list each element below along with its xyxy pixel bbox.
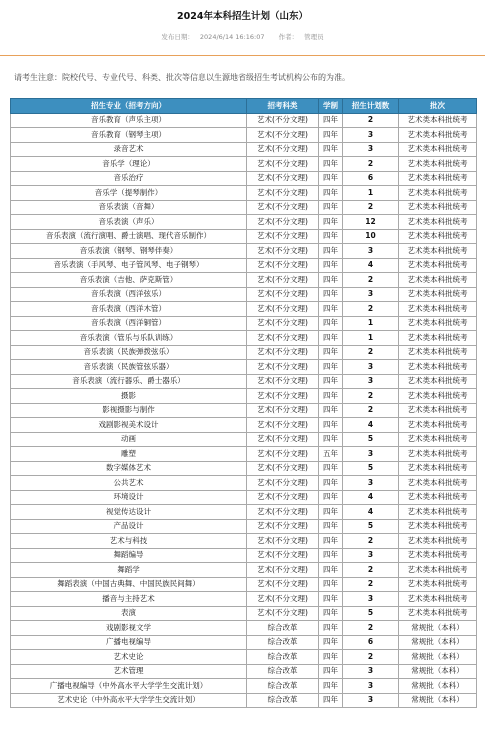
cell-major: 音乐表演（流行演唱、爵士演唱、现代音乐制作） [11,229,247,244]
table-row [11,389,477,404]
cell-batch: 艺术类本科批统考 [399,461,477,476]
table-row [11,244,477,259]
cell-category: 艺术(不分文理) [247,171,319,186]
cell-duration: 四年 [319,345,343,360]
cell-major: 音乐表演（手风琴、电子管风琴、电子钢琴） [11,258,247,273]
cell-quota: 3 [343,679,399,694]
cell-category: 艺术(不分文理) [247,345,319,360]
cell-duration: 四年 [319,229,343,244]
cell-batch: 艺术类本科批统考 [399,128,477,143]
cell-duration: 四年 [319,621,343,636]
cell-batch: 艺术类本科批统考 [399,316,477,331]
header-category: 招考科类 [247,99,319,114]
cell-category: 艺术(不分文理) [247,432,319,447]
cell-category: 综合改革 [247,650,319,665]
table-row [11,142,477,157]
cell-duration: 四年 [319,519,343,534]
table-body [11,113,477,708]
cell-batch: 艺术类本科批统考 [399,186,477,201]
cell-batch: 艺术类本科批统考 [399,229,477,244]
cell-category: 综合改革 [247,635,319,650]
table-row [11,113,477,128]
cell-duration: 四年 [319,476,343,491]
cell-duration: 四年 [319,606,343,621]
table-row [11,374,477,389]
table-row [11,490,477,505]
cell-category: 艺术(不分文理) [247,505,319,520]
cell-category: 综合改革 [247,679,319,694]
table-row [11,229,477,244]
cell-duration: 四年 [319,693,343,708]
table-row [11,461,477,476]
cell-batch: 艺术类本科批统考 [399,577,477,592]
cell-batch: 常规批（本科） [399,621,477,636]
cell-duration: 四年 [319,113,343,128]
cell-quota: 3 [343,360,399,375]
cell-major: 舞蹈表演（中国古典舞、中国民族民间舞） [11,577,247,592]
cell-quota: 2 [343,403,399,418]
cell-quota: 3 [343,548,399,563]
cell-quota: 2 [343,577,399,592]
cell-category: 艺术(不分文理) [247,490,319,505]
author-label: 作者： [278,33,299,41]
cell-quota: 6 [343,635,399,650]
cell-duration: 四年 [319,360,343,375]
cell-major: 动画 [11,432,247,447]
cell-batch: 艺术类本科批统考 [399,113,477,128]
cell-batch: 艺术类本科批统考 [399,360,477,375]
notice-text: 请考生注意：院校代号、专业代号、科类、批次等信息以生源地省级招生考试机构公布的为准。 [14,73,350,82]
cell-category: 艺术(不分文理) [247,331,319,346]
cell-duration: 四年 [319,490,343,505]
cell-category: 艺术(不分文理) [247,389,319,404]
cell-batch: 艺术类本科批统考 [399,389,477,404]
cell-category: 艺术(不分文理) [247,157,319,172]
cell-category: 艺术(不分文理) [247,186,319,201]
cell-major: 音乐教育（声乐主项） [11,113,247,128]
cell-batch: 艺术类本科批统考 [399,345,477,360]
cell-duration: 四年 [319,200,343,215]
cell-major: 音乐表演（流行器乐、爵士器乐） [11,374,247,389]
author [276,33,327,41]
cell-major: 环境设计 [11,490,247,505]
cell-batch: 艺术类本科批统考 [399,258,477,273]
cell-major: 音乐教育（钢琴主项） [11,128,247,143]
cell-category: 艺术(不分文理) [247,142,319,157]
table-row [11,287,477,302]
author-value: 管理员 [304,33,324,41]
cell-major: 舞蹈学 [11,563,247,578]
cell-major: 广播电视编导 [11,635,247,650]
table-row [11,664,477,679]
cell-category: 艺术(不分文理) [247,476,319,491]
cell-category: 艺术(不分文理) [247,403,319,418]
cell-quota: 2 [343,621,399,636]
cell-duration: 四年 [319,563,343,578]
cell-category: 艺术(不分文理) [247,534,319,549]
cell-quota: 12 [343,215,399,230]
cell-major: 音乐表演（声乐） [11,215,247,230]
cell-quota: 3 [343,693,399,708]
cell-category: 艺术(不分文理) [247,215,319,230]
cell-batch: 艺术类本科批统考 [399,606,477,621]
table-row [11,635,477,650]
cell-batch: 常规批（本科） [399,650,477,665]
table-row [11,693,477,708]
table-row [11,447,477,462]
header-duration: 学制 [319,99,343,114]
table-row [11,592,477,607]
cell-duration: 五年 [319,447,343,462]
cell-major: 摄影 [11,389,247,404]
cell-category: 艺术(不分文理) [247,113,319,128]
cell-major: 广播电视编导（中外高水平大学学生交流计划） [11,679,247,694]
cell-major: 数字媒体艺术 [11,461,247,476]
cell-batch: 艺术类本科批统考 [399,200,477,215]
table-row [11,128,477,143]
page-title: 2024年本科招生计划（山东） [177,11,308,22]
cell-major: 音乐表演（西洋铜管） [11,316,247,331]
cell-batch: 艺术类本科批统考 [399,592,477,607]
cell-quota: 6 [343,171,399,186]
cell-category: 艺术(不分文理) [247,244,319,259]
cell-batch: 艺术类本科批统考 [399,302,477,317]
cell-quota: 2 [343,113,399,128]
cell-quota: 3 [343,476,399,491]
cell-major: 音乐表演（音舞） [11,200,247,215]
table-row [11,171,477,186]
article-meta [0,32,485,41]
cell-quota: 2 [343,563,399,578]
cell-quota: 3 [343,447,399,462]
cell-duration: 四年 [319,635,343,650]
cell-quota: 2 [343,345,399,360]
table-row [11,606,477,621]
cell-major: 音乐表演（民族管弦乐器） [11,360,247,375]
cell-category: 艺术(不分文理) [247,302,319,317]
cell-duration: 四年 [319,142,343,157]
cell-duration: 四年 [319,215,343,230]
cell-quota: 3 [343,287,399,302]
publish-date-value: 2024/6/14 16:16:07 [199,33,265,41]
cell-category: 艺术(不分文理) [247,519,319,534]
cell-quota: 4 [343,418,399,433]
table-row [11,577,477,592]
cell-quota: 2 [343,273,399,288]
table-row [11,505,477,520]
cell-category: 艺术(不分文理) [247,592,319,607]
table-row [11,345,477,360]
cell-batch: 艺术类本科批统考 [399,490,477,505]
cell-duration: 四年 [319,403,343,418]
cell-quota: 2 [343,200,399,215]
cell-batch: 艺术类本科批统考 [399,142,477,157]
cell-duration: 四年 [319,287,343,302]
cell-duration: 四年 [319,128,343,143]
cell-batch: 常规批（本科） [399,679,477,694]
cell-duration: 四年 [319,374,343,389]
cell-quota: 2 [343,302,399,317]
cell-major: 雕塑 [11,447,247,462]
cell-category: 艺术(不分文理) [247,287,319,302]
table-row [11,432,477,447]
cell-major: 戏剧影视文学 [11,621,247,636]
cell-batch: 艺术类本科批统考 [399,403,477,418]
cell-duration: 四年 [319,186,343,201]
cell-major: 音乐表演（管乐与乐队训练） [11,331,247,346]
cell-duration: 四年 [319,664,343,679]
cell-quota: 2 [343,650,399,665]
cell-duration: 四年 [319,258,343,273]
cell-major: 戏剧影视美术设计 [11,418,247,433]
cell-major: 音乐学（理论） [11,157,247,172]
cell-duration: 四年 [319,418,343,433]
cell-duration: 四年 [319,273,343,288]
publish-date-label: 发布日期： [161,33,194,41]
cell-major: 视觉传达设计 [11,505,247,520]
cell-quota: 1 [343,316,399,331]
cell-duration: 四年 [319,244,343,259]
header-divider [0,55,485,56]
cell-quota: 3 [343,244,399,259]
cell-batch: 艺术类本科批统考 [399,171,477,186]
table-row [11,200,477,215]
cell-batch: 艺术类本科批统考 [399,432,477,447]
cell-category: 艺术(不分文理) [247,229,319,244]
cell-batch: 艺术类本科批统考 [399,215,477,230]
cell-category: 艺术(不分文理) [247,563,319,578]
cell-quota: 3 [343,374,399,389]
cell-quota: 10 [343,229,399,244]
cell-batch: 常规批（本科） [399,635,477,650]
cell-category: 艺术(不分文理) [247,374,319,389]
cell-batch: 艺术类本科批统考 [399,331,477,346]
cell-major: 录音艺术 [11,142,247,157]
cell-quota: 2 [343,389,399,404]
header-major: 招生专业（招考方向） [11,99,247,114]
table-row [11,519,477,534]
cell-duration: 四年 [319,548,343,563]
table-row [11,650,477,665]
cell-major: 音乐表演（吉他、萨克斯管） [11,273,247,288]
header-quota: 招生计划数 [343,99,399,114]
cell-category: 综合改革 [247,693,319,708]
table-row [11,476,477,491]
cell-batch: 艺术类本科批统考 [399,157,477,172]
cell-batch: 艺术类本科批统考 [399,534,477,549]
cell-major: 公共艺术 [11,476,247,491]
cell-duration: 四年 [319,461,343,476]
table-row [11,186,477,201]
cell-quota: 5 [343,432,399,447]
cell-duration: 四年 [319,592,343,607]
cell-quota: 3 [343,592,399,607]
cell-major: 音乐表演（西洋木管） [11,302,247,317]
cell-category: 艺术(不分文理) [247,548,319,563]
cell-category: 艺术(不分文理) [247,606,319,621]
cell-duration: 四年 [319,577,343,592]
cell-category: 艺术(不分文理) [247,258,319,273]
cell-major: 艺术史论（中外高水平大学学生交流计划） [11,693,247,708]
table-row [11,403,477,418]
enrollment-plan-table [10,98,477,708]
cell-major: 舞蹈编导 [11,548,247,563]
table-row [11,331,477,346]
table-header-row [11,99,477,114]
publish-date [158,33,267,41]
cell-batch: 艺术类本科批统考 [399,244,477,259]
cell-quota: 4 [343,258,399,273]
cell-category: 艺术(不分文理) [247,316,319,331]
cell-duration: 四年 [319,534,343,549]
cell-duration: 四年 [319,650,343,665]
table-row [11,316,477,331]
table-row [11,563,477,578]
cell-major: 艺术与科技 [11,534,247,549]
table-row [11,215,477,230]
cell-duration: 四年 [319,157,343,172]
cell-quota: 3 [343,664,399,679]
table-row [11,258,477,273]
cell-major: 播音与主持艺术 [11,592,247,607]
cell-batch: 艺术类本科批统考 [399,563,477,578]
cell-quota: 4 [343,505,399,520]
table-row [11,621,477,636]
cell-category: 艺术(不分文理) [247,461,319,476]
cell-duration: 四年 [319,316,343,331]
table-row [11,534,477,549]
table-row [11,302,477,317]
cell-batch: 艺术类本科批统考 [399,374,477,389]
cell-major: 音乐表演（钢琴、钢琴伴奏） [11,244,247,259]
cell-duration: 四年 [319,331,343,346]
cell-major: 音乐表演（民族弹拨弦乐） [11,345,247,360]
cell-duration: 四年 [319,432,343,447]
cell-duration: 四年 [319,505,343,520]
header-batch: 批次 [399,99,477,114]
cell-batch: 艺术类本科批统考 [399,447,477,462]
cell-batch: 艺术类本科批统考 [399,273,477,288]
cell-category: 艺术(不分文理) [247,200,319,215]
cell-duration: 四年 [319,302,343,317]
cell-quota: 5 [343,606,399,621]
table-row [11,548,477,563]
cell-quota: 1 [343,186,399,201]
table-row [11,360,477,375]
cell-major: 表演 [11,606,247,621]
cell-major: 艺术史论 [11,650,247,665]
cell-quota: 2 [343,157,399,172]
cell-category: 艺术(不分文理) [247,128,319,143]
cell-category: 艺术(不分文理) [247,273,319,288]
table-row [11,418,477,433]
cell-major: 艺术管理 [11,664,247,679]
cell-duration: 四年 [319,679,343,694]
cell-batch: 常规批（本科） [399,693,477,708]
cell-duration: 四年 [319,389,343,404]
cell-batch: 常规批（本科） [399,664,477,679]
cell-batch: 艺术类本科批统考 [399,548,477,563]
cell-quota: 3 [343,128,399,143]
table-row [11,679,477,694]
cell-category: 艺术(不分文理) [247,577,319,592]
cell-quota: 2 [343,534,399,549]
cell-batch: 艺术类本科批统考 [399,476,477,491]
cell-major: 音乐表演（西洋弦乐） [11,287,247,302]
cell-major: 产品设计 [11,519,247,534]
cell-category: 艺术(不分文理) [247,418,319,433]
cell-major: 音乐治疗 [11,171,247,186]
cell-duration: 四年 [319,171,343,186]
cell-batch: 艺术类本科批统考 [399,287,477,302]
cell-category: 艺术(不分文理) [247,360,319,375]
cell-major: 影视摄影与制作 [11,403,247,418]
cell-category: 艺术(不分文理) [247,447,319,462]
cell-category: 综合改革 [247,664,319,679]
table-row [11,273,477,288]
cell-quota: 5 [343,519,399,534]
cell-quota: 4 [343,490,399,505]
cell-quota: 5 [343,461,399,476]
cell-major: 音乐学（提琴制作） [11,186,247,201]
cell-batch: 艺术类本科批统考 [399,519,477,534]
cell-quota: 1 [343,331,399,346]
cell-category: 综合改革 [247,621,319,636]
cell-batch: 艺术类本科批统考 [399,505,477,520]
table-row [11,157,477,172]
cell-batch: 艺术类本科批统考 [399,418,477,433]
cell-quota: 3 [343,142,399,157]
